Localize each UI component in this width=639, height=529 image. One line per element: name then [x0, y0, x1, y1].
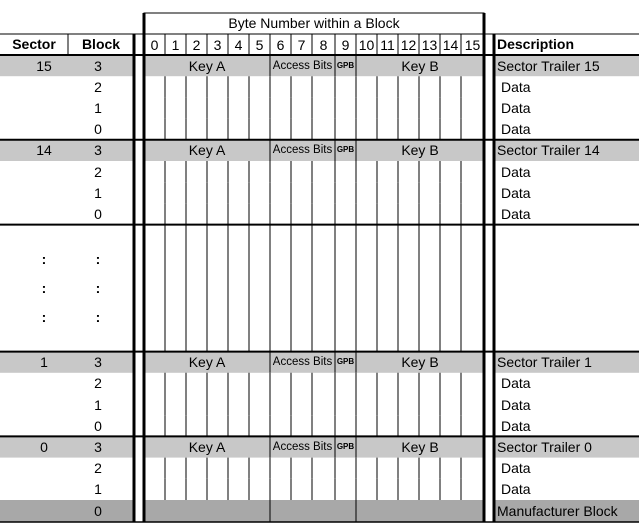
block-description: Data — [501, 121, 531, 138]
access-bits-label: Access Bits — [272, 59, 333, 72]
block-number: 2 — [94, 460, 102, 477]
block-number: 3 — [94, 354, 102, 371]
byte-index-label: 0 — [150, 36, 159, 53]
key-b-label: Key B — [401, 57, 439, 74]
sector-ellipsis: : — [41, 250, 47, 267]
access-bits-label: Access Bits — [272, 356, 333, 369]
byte-index-label: 7 — [297, 36, 306, 53]
block-number: 3 — [94, 57, 102, 74]
block-description: Data — [501, 396, 531, 413]
block-number: 0 — [94, 206, 102, 222]
byte-index-label: 8 — [319, 36, 328, 53]
byte-index-label: 4 — [234, 36, 243, 53]
block-description: Data — [501, 206, 531, 222]
sector-column-header: Sector — [12, 36, 56, 52]
byte-index-label: 5 — [255, 36, 264, 53]
block-description: Data — [501, 481, 531, 498]
key-a-label: Key A — [188, 354, 226, 371]
byte-index-label: 6 — [276, 36, 285, 53]
key-a-label: Key A — [188, 439, 226, 455]
block-number: 2 — [94, 163, 102, 180]
block-ellipsis: : — [95, 279, 101, 296]
byte-index-label: 1 — [171, 36, 180, 53]
key-b-label: Key B — [401, 439, 439, 455]
block-description: Data — [501, 100, 531, 116]
block-description: Data — [501, 460, 531, 477]
access-bits-label: Access Bits — [272, 441, 333, 453]
manufacturer-row-shade — [144, 500, 484, 522]
block-description: Data — [501, 78, 531, 95]
block-number: 1 — [94, 396, 102, 413]
gpb-label: GPB — [336, 60, 355, 70]
byte-index-label: 15 — [464, 36, 481, 53]
block-number: 2 — [94, 375, 102, 392]
block-number: 3 — [94, 439, 102, 455]
key-b-label: Key B — [401, 354, 439, 371]
description-column-header: Description — [497, 36, 575, 52]
block-description: Data — [501, 417, 531, 434]
gpb-label: GPB — [336, 145, 355, 155]
block-description: Data — [501, 163, 531, 180]
block-description: Sector Trailer 0 — [497, 439, 592, 455]
byte-index-label: 12 — [400, 36, 417, 53]
block-number: 0 — [94, 502, 102, 519]
byte-index-label: 14 — [442, 36, 459, 53]
block-description: Data — [501, 184, 531, 201]
block-description: Sector Trailer 1 — [497, 354, 592, 371]
block-number: 0 — [94, 417, 102, 434]
block-description: Sector Trailer 15 — [497, 57, 600, 74]
sector-ellipsis: : — [41, 308, 47, 325]
gpb-label: GPB — [336, 357, 355, 367]
block-ellipsis: : — [95, 308, 101, 325]
block-number: 1 — [94, 184, 102, 201]
byte-index-label: 11 — [380, 36, 395, 53]
block-description: Manufacturer Block — [497, 502, 618, 519]
key-a-label: Key A — [188, 142, 226, 159]
byte-index-label: 13 — [421, 36, 438, 53]
byte-number-header: Byte Number within a Block — [228, 15, 400, 31]
block-number: 2 — [94, 78, 102, 95]
block-number: 3 — [94, 142, 102, 159]
sector-number: 1 — [40, 354, 48, 371]
block-number: 1 — [94, 100, 102, 116]
gpb-label: GPB — [336, 442, 355, 451]
block-description: Sector Trailer 14 — [497, 142, 600, 159]
block-ellipsis: : — [95, 250, 101, 267]
block-number: 0 — [94, 121, 102, 138]
sector-number: 14 — [36, 142, 52, 159]
byte-index-label: 3 — [213, 36, 222, 53]
key-b-label: Key B — [401, 142, 439, 159]
sector-number: 0 — [40, 439, 48, 455]
sector-ellipsis: : — [41, 279, 47, 296]
sector-number: 15 — [36, 57, 52, 74]
block-number: 1 — [94, 481, 102, 498]
access-bits-label: Access Bits — [272, 144, 333, 157]
byte-index-label: 10 — [358, 36, 375, 53]
block-column-header: Block — [81, 36, 121, 52]
byte-index-label: 2 — [192, 36, 201, 53]
block-description: Data — [501, 375, 531, 392]
byte-index-label: 9 — [341, 36, 350, 53]
key-a-label: Key A — [188, 57, 226, 74]
